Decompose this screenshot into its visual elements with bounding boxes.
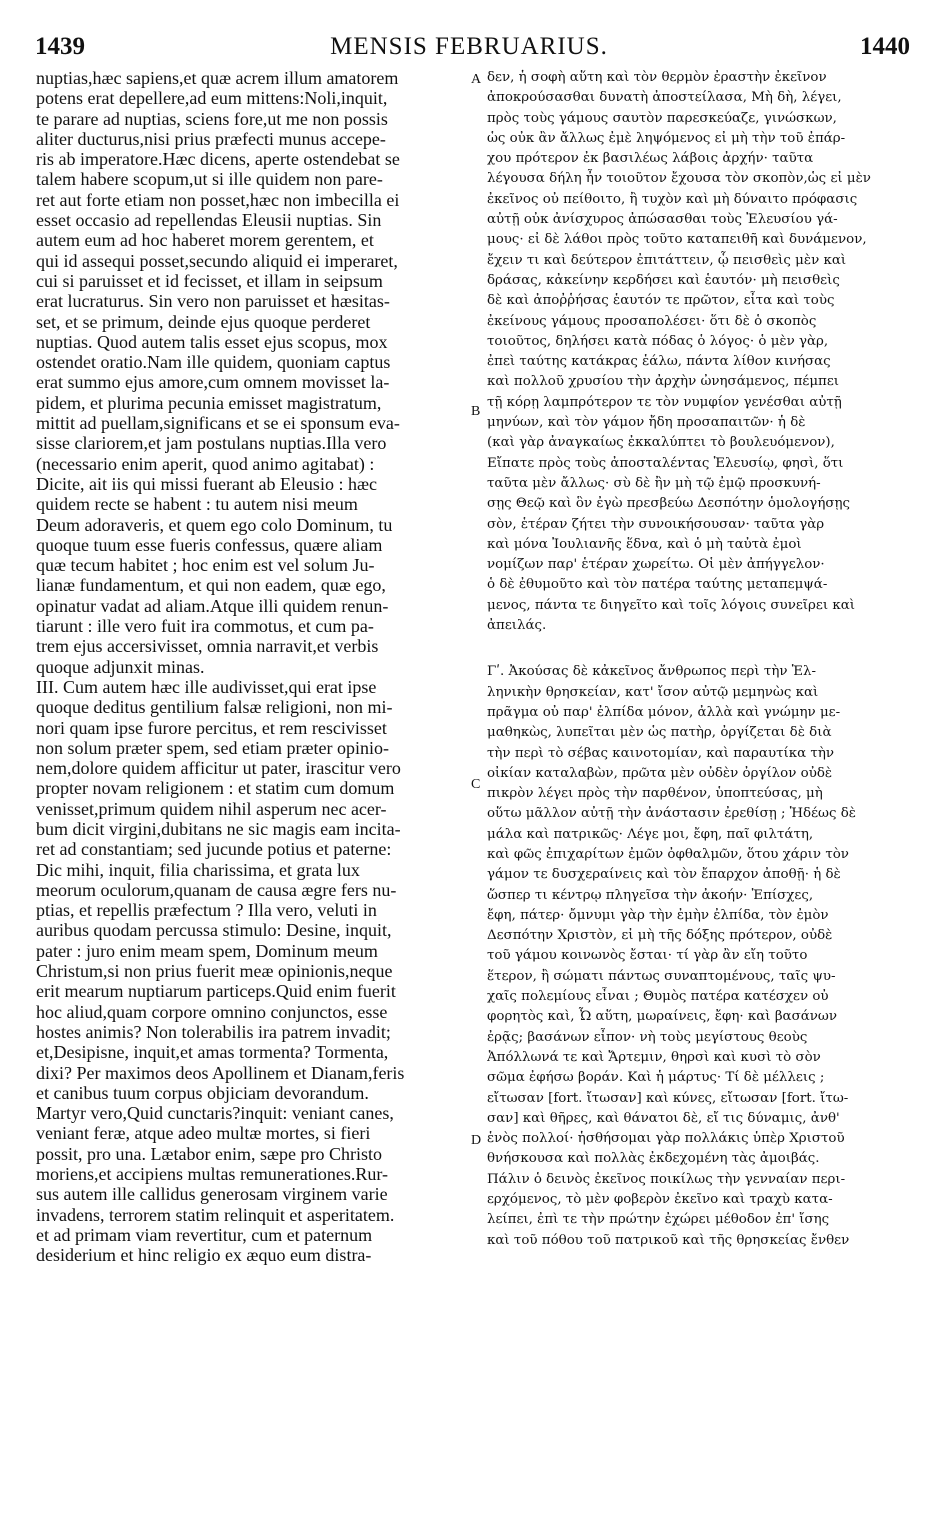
latin-text-line: III. Cum autem hæc ille audivisset,qui erat ipse (36, 676, 377, 697)
greek-text-line: ἔφη, πάτερ· ὄμνυμι γὰρ τὴν ἐμὴν ἐλπίδα, τὸν ἐμὸν (487, 907, 829, 923)
latin-text-line: trem ejus accersivisset, omnia narravit,et verbis (36, 636, 379, 657)
latin-text-line: lianæ fundamentum, et qui non eadem, quæ ego, (36, 575, 386, 596)
latin-text-line: nori quam ipse furore percitus, et rem rescivisset (36, 717, 387, 738)
latin-text-line: nem,dolore quidem afficitur ut pater, irascitur vero (36, 758, 401, 779)
greek-text-line: ἕτερον, ἢ σώματι πάντως συναπτομένους, ταῖς ψυ- (487, 968, 836, 984)
greek-text-line: μους· εἰ δὲ λάθοι πρὸς τοῦτο καταπειθῆ καὶ δυνάμενον, (487, 232, 867, 248)
greek-text-line: (καὶ γὰρ ἀναγκαίως ἐκκαλύπτει τὸ βουλευόμενον), (487, 435, 835, 451)
section-gap (487, 636, 917, 662)
greek-text-line: σῃς Θεῷ καὶ ὃν ἐγὼ πρεσβεύω Δεσπότην ὁμολογήσῃς (487, 496, 850, 512)
greek-text-line: ὁ δὲ ἐθυμοῦτο καὶ τὸν πατέρα ταύτης μεταπεμψά- (487, 577, 828, 593)
latin-text-line: et ad primam viam revertitur, cum et paternum (36, 1224, 373, 1245)
greek-text-line: χου πρότερον ἐκ βασιλέως λάβοις ἀρχήν· ταῦτα (487, 151, 814, 167)
greek-text-line: νομίζων παρ' ἑτέραν χωρείτω. Οἱ μὲν ἀπήγγελον· (487, 557, 825, 573)
latin-text-line: sisse clariorem,et jam postulans nuptias.Illa vero (36, 433, 387, 454)
latin-text-line: quoque tuum esse fueris confessus, quære aliam (36, 534, 383, 555)
latin-text-line: auribus quodam percussa stimulo: Desine, inquit, (36, 920, 392, 941)
page-number-left: 1439 (35, 33, 85, 60)
latin-text-line: potens erat depellere,ad eum mittens:Noli,inquit, (36, 88, 388, 109)
latin-text-line: meorum oculorum,quanam de causa ægre fers nu- (36, 879, 397, 900)
latin-text-line: hostes animis? Non tolerabilis ira patrem invadit; (36, 1021, 391, 1042)
greek-text-line: δὲ καὶ ἀποῤῥήσας ἑαυτόν τε πρῶτον, εἶτα καὶ τοὺς (487, 293, 835, 309)
latin-text-line: Deum adoraveris, et quem ego colo Dominum, tu (36, 514, 393, 535)
latin-text-line: qui id assequi posset,secundo aliquid ei imperaret, (36, 250, 398, 271)
page-number-right: 1440 (860, 33, 910, 60)
greek-text-line: σὸν, ἑτέραν ζήτει τὴν συνοικήσουσαν· ταῦτα γὰρ (487, 516, 825, 532)
latin-text-line: veniant feræ, atque adeo multæ mortes, si fieri (36, 1123, 371, 1144)
latin-text-line: quidem recte se habent : tu autem nisi meum (36, 494, 358, 515)
greek-text-line: αὐτῇ οὐκ ἀνίσχυρος ἀπώσασθαι τοὺς Ἐλευσίου γά- (487, 212, 838, 228)
greek-text-line: τὴν περὶ τὸ σέβας καινοτομίαν, καὶ παραυτίκα τὴν (487, 745, 834, 761)
latin-text-line: nuptias,hæc sapiens,et quæ acrem illum amatorem (36, 68, 399, 88)
latin-text-line: erat summo ejus amore,cum omnem movisset la- (36, 372, 390, 393)
greek-text-line: δράσας, κἀκείνην κερδήσει καὶ ἑαυτόν· μὴ πεισθεὶς (487, 272, 840, 288)
greek-text-line: ἔχειν τι καὶ δεύτερον ἐπιτάττειν, ᾧ πεισθεὶς μὲν καὶ (487, 252, 847, 268)
greek-text-line: ἐρᾷς; βασάνων εἶπον· νὴ τοὺς μεγίστους θεοὺς (487, 1029, 808, 1045)
latin-text-line: te parare ad nuptias, sciens fore,ut me non possis (36, 108, 388, 129)
latin-text-line: pidem, et plurima pecunia emisset magistratum, (36, 392, 382, 413)
greek-text-line: τοιοῦτος, δηλήσει κατὰ πόδας ὁ λόγος· ὁ μὲν γὰρ, (487, 333, 829, 349)
greek-text-line: ὥσπερ τι κέντρῳ πληγεῖσα τὴν ἀκοήν· Ἐπίσχες, (487, 887, 814, 903)
greek-text-line: γάμον τε δυσχεραίνεις καὶ τὸν ἔπαρχον ἀποθῇ· ἡ δὲ (487, 867, 841, 883)
latin-text-line: esset occasio ad repellendas Eleusii nuptias. Sin (36, 210, 382, 231)
greek-text-line: ερχόμενος, τὸ μὲν φοβερὸν ἐκεῖνο καὶ τραχὺ κατα- (487, 1192, 833, 1208)
margin-marker-d: D (471, 1133, 482, 1148)
latin-text-line: quoque adjunxit minas. (36, 656, 205, 677)
margin-marker-c: C (471, 777, 481, 792)
running-title: MENSIS FEBRUARIUS. (330, 33, 608, 60)
latin-text-line: pater : juro enim meam spem, Dominum meum (36, 940, 378, 961)
greek-text-line: καὶ μόνα Ἰουλιανῆς ἕδνα, καὶ ὁ μὴ ταὐτὰ ἐμοὶ (487, 536, 802, 552)
latin-text-line: sus autem ille callidus generosam virginem varie (36, 1184, 388, 1205)
greek-text-line: μαθηκὼς, λυπεῖται μὲν ὡς πατὴρ, ὀργίζεται δὲ διὰ (487, 725, 832, 741)
latin-text-line: invadens, terrorem statim relinquit et asperitatem. (36, 1204, 395, 1225)
greek-text-line: ἐκεῖνος οὐ πείθοιτο, ἢ τυχὸν καὶ μὴ δύναιτο πρόφασις (487, 191, 858, 207)
greek-text-line: θνήσκουσα καὶ πολλὰς ἐκδεχομένη τὰς ἀμοιβάς. (487, 1151, 820, 1167)
greek-text-line: Δεσπότην Χριστὸν, εἰ μὴ τῆς δόξης πρότερον, οὐδὲ (487, 928, 833, 944)
greek-text-line: δεν, ἡ σοφὴ αὕτη καὶ τὸν θερμὸν ἐραστὴν ἐκεῖνον (487, 70, 827, 85)
latin-text-line: propter novam religionem : et statim cum domum (36, 778, 395, 799)
page-header (0, 22, 938, 70)
greek-text-line: πρᾶγμα οὐ παρ' ἐλπίδα μόνον, ἀλλὰ καὶ γνώμην με- (487, 704, 841, 720)
greek-text-line: ἑνὸς πολλοί· ἡσθήσομαι γὰρ πολλάκις ὑπὲρ Χριστοῦ (487, 1131, 845, 1147)
latin-text-line: dixi? Per maximos deos Apollinem et Dianam,feris (36, 1062, 405, 1083)
latin-text-line: mittit ad puellam,significans et se ei sponsum eva- (36, 413, 400, 434)
latin-text-line: set, et se primum, deinde ejus quoque perderet (36, 311, 371, 332)
greek-text-line: ἐκείνους γάμους προσαπολέσει· ὅτι δὲ ὁ σκοπὸς (487, 313, 817, 329)
latin-text-line: ptias, et repellis præfectum ? Illa vero, veluti in (36, 900, 377, 921)
greek-text-line: πικρὸν λέγει πρὸς τὴν παρθένον, ὑποπτεύσας, μὴ (487, 786, 823, 802)
latin-text-line: Dicite, ait iis qui missi fuerant ab Eleusio : hæc (36, 473, 377, 494)
greek-text-line: ταῦτα μὲν ἄλλως· σὺ δὲ ἢν μὴ τῷ ἐμῷ προσκυνή- (487, 475, 821, 491)
latin-text-line: talem habere scopum,ut si ille quidem non pare- (36, 169, 383, 190)
greek-text-line: πρὸς τοὺς γάμους σαυτὸν παρεσκεύαζε, γινώσκων, (487, 110, 837, 126)
latin-text-line: ris ab imperatore.Hæc dicens, aperte ostendebat se (36, 149, 400, 170)
latin-text-line: quæ tecum habitet ; hoc enim est vel solum Ju- (36, 555, 375, 576)
latin-text-line: aliter ducturus,nisi prius præfecti munus accepe- (36, 128, 386, 149)
greek-text-line: ὡς οὐκ ἂν ἄλλως ἐμὲ ληψόμενος εἰ μὴ τὴν τοῦ ἐπάρ- (487, 130, 846, 146)
greek-text-line: μενος, πάντα τε διηγεῖτο καὶ τοῖς λόγοις συνεῖρει καὶ (487, 597, 856, 613)
greek-text-line: καὶ φῶς ἐπιχαρίτων ἐμῶν ὀφθαλμῶν, ὅτου χάριν τὸν (487, 846, 849, 862)
greek-text-line: ἀπειλάς. (487, 618, 547, 634)
latin-text-line: hoc aliud,quam corpore omnino conjunctos, esse (36, 1001, 388, 1022)
greek-text-line: μηνύων, καὶ τὸν γάμον ἤδη προσαπαιτῶν· ἡ δὲ (487, 415, 806, 431)
latin-text-line: et,Desipisne, inquit,et amas tormenta? Tormenta, (36, 1042, 389, 1063)
greek-text-line: Γʹ. Ἀκούσας δὲ κἀκεῖνος ἄνθρωπος περὶ τὴν Ἑλ- (487, 664, 817, 680)
latin-text-line: et canibus tuum corpus objiciam devorandum. (36, 1082, 369, 1103)
latin-text-line: opinatur vadat ad aliam.Atque illi quidem renun- (36, 595, 389, 616)
greek-text-line: σῶμα ἐφήσω βοράν. Καὶ ἡ μάρτυς· Τί δὲ μέλλεις ; (487, 1070, 825, 1086)
greek-text-line: οὕτω μᾶλλον αὐτῇ τὴν ἀνάστασιν ἐρεθίσῃ ; Ἡδέως δὲ (487, 806, 856, 822)
latin-text-line: ret ad constantiam; sed jucunde potius et paterne: (36, 839, 392, 860)
greek-text-line: λείπει, ἐπὶ τε τὴν πρώτην ἐχώρει μέθοδον ἐπ' ἴσης (487, 1212, 830, 1228)
latin-text-line: cui si paruisset et id fecisset, et illam in seipsum (36, 270, 383, 291)
greek-text-line: καὶ τοῦ πόθου τοῦ πατρικοῦ καὶ τῆς θρησκείας ἔνθεν (487, 1232, 850, 1248)
latin-text-line: Christum,si non prius fuerit meæ opinionis,neque (36, 961, 393, 982)
latin-text-line: nuptias. Quod autem talis esset ejus scopus, mox (36, 331, 388, 352)
latin-text-line: autem eum ad hoc haberet morem gerentem, et (36, 230, 374, 251)
latin-text-line: ostendet oratio.Nam ille quidem, quoniam captus (36, 352, 391, 373)
greek-text-line: μάλα καὶ πατρικῶς· Λέγε μοι, ἔφη, παῖ φιλτάτη, (487, 826, 814, 842)
latin-text-line: possit, pro una. Lætabor enim, sæpe pro Christo (36, 1143, 382, 1164)
greek-text-line: Εἴπατε πρὸς τοὺς ἀποσταλέντας Ἐλευσίῳ, φησὶ, ὅτι (487, 455, 844, 471)
greek-text-line: τῇ κόρῃ λαμπρότερον τε τὸν νυμφίον γενέσθαι αὐτῇ (487, 394, 842, 410)
latin-text-line: Dic mihi, inquit, filia charissima, et grata lux (36, 859, 360, 880)
latin-text-line: quoque deditus gentilium falsæ religioni, non mi- (36, 697, 393, 718)
latin-text-line: Martyr vero,Quid cunctaris?inquit: veniant canes, (36, 1103, 394, 1124)
greek-text-line: ἐπεὶ ταύτης κατάκρας ἑάλω, πάντα λίθον κινήσας (487, 354, 831, 370)
latin-text-line: venisset,primum quidem nihil asperum nec acer- (36, 798, 387, 819)
greek-column (487, 68, 917, 1251)
latin-text-line: erit mearum nuptiarum particeps.Quid enim fuerit (36, 981, 396, 1002)
latin-text-line: bum dicit virgini,dubitans ne sic magis eam incita- (36, 818, 401, 839)
greek-text-line: τοῦ γάμου κοινωνὸς ἔσται· τί γὰρ ἂν εἴη τοῦτο (487, 948, 808, 964)
greek-text-line: ἀποκρούσασθαι δυνατὴ ἀποστείλασα, Μὴ δὴ, λέγει, (487, 90, 842, 106)
greek-text-line: οἰκίαν καταλαβὼν, πρῶτα μὲν οὐδὲν ὀργίλον οὐδὲ (487, 765, 833, 781)
greek-text-line: καὶ πολλοῦ χρυσίου τὴν ἀρχὴν ὠνησάμενος, πέμπει (487, 374, 840, 390)
greek-text-line: χαῖς πολεμίους εἶναι ; Θυμὸς πατέρα κατέσχεν οὐ (487, 989, 829, 1005)
greek-text-line: φορητὸς καὶ, Ὦ αὕτη, μωραίνεις, ἔφη· καὶ βασάνων (487, 1009, 837, 1025)
greek-text-line: σαν] καὶ θῆρες, καὶ θάνατοι δὲ, εἴ τις δύναμις, ἀνθ' (487, 1110, 840, 1126)
latin-text-line: tiarunt : ille vero fuit ira commotus, et cum pa- (36, 616, 374, 637)
greek-text-line: εἴτωσαν [fort. ἴτωσαν] καὶ κύνες, εἴτωσαν [fort. ἴτω- (487, 1090, 849, 1106)
greek-text-line: Ἀπόλλωνά τε καὶ Ἄρτεμιν, θηρσὶ καὶ κυσὶ τὸ σὸν (487, 1049, 821, 1065)
latin-text-line: desiderium et hinc religio ex æquo eum distra- (36, 1245, 372, 1266)
latin-text-line: non solum præter spem, sed etiam præter opinio- (36, 737, 389, 758)
latin-text-line: erat lucraturus. Sin vero non paruisset et hæsitas- (36, 291, 390, 312)
greek-text-line: λέγουσα δήλη ἦν τοιοῦτον ἔχουσα τὸν σκοπὸν,ὡς εἰ μὲν (487, 171, 871, 187)
greek-text-line: ληνικὴν θρησκείαν, κατ' ἴσον αὐτῷ μεμηνὼς καὶ (487, 684, 819, 700)
latin-column (36, 68, 470, 1266)
latin-text-line: ret aut forte etiam non posset,hæc non imbecilla ei (36, 189, 400, 210)
latin-text-line: moriens,et accipiens multas remunerationes.Rur- (36, 1164, 389, 1185)
greek-text-line: Πάλιν ὁ δεινὸς ἐκεῖνος ποικίλως τὴν γενναίαν περι- (487, 1171, 846, 1187)
margin-marker-b: B (471, 404, 481, 419)
margin-marker-a: A (471, 72, 482, 87)
latin-text-line: (necessario enim aperit, quod animo agitabat) : (36, 453, 375, 474)
